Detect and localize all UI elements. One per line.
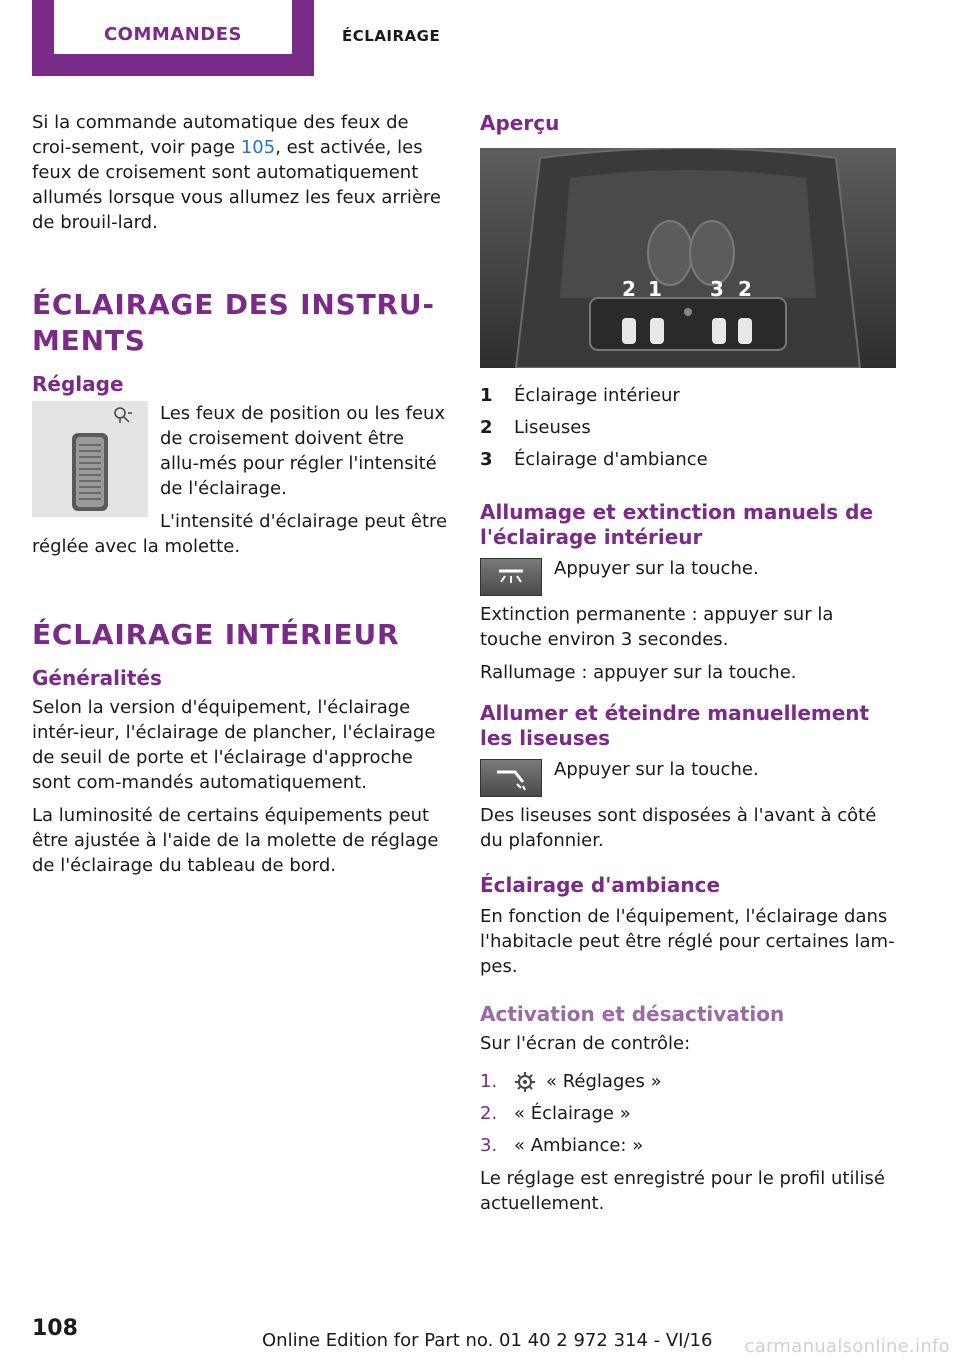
allumage-paragraph-3: Rallumage : appuyer sur la touche. [480, 662, 797, 683]
section-label: COMMANDES [103, 24, 243, 45]
step-number: 2. [480, 1103, 498, 1124]
reglage-paragraph-2: L'intensité d'éclairage peut être réglée avec la molette. [32, 511, 448, 557]
chapter-label: ÉCLAIRAGE [342, 27, 441, 45]
intro-paragraph [32, 110, 448, 235]
liseuses-paragraph-1: Appuyer sur la touche. [554, 759, 759, 780]
heading-activation: Activation et désactivation [480, 1002, 785, 1026]
heading-apercu: Aperçu [480, 111, 560, 135]
heading-interior-lighting: ÉCLAIRAGE INTÉRIEUR [32, 618, 400, 651]
intro-text-after: , est activée, les feux de croisement sont automatiquement allumés lorsque vous allumez les feux arrière de brouil-lard. [32, 137, 441, 233]
step-item [480, 1098, 896, 1130]
step-item [480, 1130, 896, 1162]
legend-item [480, 380, 896, 412]
heading-ambiance: Éclairage d'ambiance [480, 873, 721, 897]
step-text: « Éclairage » [514, 1103, 631, 1124]
step-item [480, 1066, 896, 1098]
page-link[interactable]: 105 [240, 137, 276, 158]
ambiance-paragraph-1: En fonction de l'équipement, l'éclairage dans l'habitacle peut être réglé pour certaines lam-pes. [480, 906, 895, 977]
legend-item [480, 412, 896, 444]
legend-number: 2 [480, 417, 493, 438]
activation-paragraph-1: Sur l'écran de contrôle: [480, 1033, 691, 1054]
final-paragraph: Le réglage est enregistré pour le profil utilisé actuellement. [480, 1168, 885, 1214]
step-number: 1. [480, 1071, 498, 1092]
photo-label-right-2: 2 [738, 277, 752, 301]
heading-allumage: Allumage et extinction manuels de l'éclairage intérieur [480, 500, 874, 549]
photo-label-left-2: 2 [622, 277, 636, 301]
section-tab-inner [54, 0, 292, 54]
steps-list [480, 1066, 896, 1162]
legend-text: Éclairage d'ambiance [514, 449, 708, 470]
photo-label-1: 1 [648, 277, 662, 301]
generalites-paragraph-2: La luminosité de certains équipements peut être ajustée à l'aide de la molette de réglage de l'éclairage du tableau de bord. [32, 805, 439, 876]
dimmer-image [32, 401, 148, 521]
heading-reglage: Réglage [32, 372, 124, 396]
legend-text: Liseuses [514, 417, 591, 438]
legend-text: Éclairage intérieur [514, 385, 680, 406]
intro-text-before: Si la commande automatique des feux de croi-sement, voir page [32, 112, 409, 158]
instrument-lighting-dimmer-icon [32, 401, 148, 517]
legend-number: 1 [480, 385, 493, 406]
legend-number: 3 [480, 449, 493, 470]
step-text: « Ambiance: » [514, 1135, 644, 1156]
allumage-paragraph-2: Extinction permanente : appuyer sur la touche environ 3 secondes. [480, 604, 834, 650]
overhead-console-photo [480, 148, 896, 372]
allumage-paragraph-1: Appuyer sur la touche. [554, 558, 759, 579]
legend-item [480, 444, 896, 476]
photo-label-3: 3 [710, 277, 724, 301]
legend-list [480, 380, 896, 476]
left-column [32, 110, 448, 886]
right-column [480, 110, 896, 1224]
step-number: 3. [480, 1135, 498, 1156]
watermark: carmanualsonline.info [744, 1336, 950, 1357]
section-tab [32, 0, 314, 76]
step-text: « Réglages » [546, 1071, 662, 1092]
heading-liseuses: Allumer et éteindre manuellement les liseuses [480, 701, 870, 750]
reading-light-button-icon [480, 759, 542, 797]
heading-generalites: Généralités [32, 666, 162, 690]
reglage-paragraph-1: Les feux de position ou les feux de croisement doivent être allu-més pour régler l'intensité de l'éclairage. [160, 403, 446, 499]
edition-line: Online Edition for Part no. 01 40 2 972 314 - VI/16 [262, 1330, 713, 1351]
liseuses-paragraph-2: Des liseuses sont disposées à l'avant à côté du plafonnier. [480, 805, 877, 851]
page-number: 108 [32, 1316, 78, 1341]
overhead-console-illustration [480, 148, 896, 368]
interior-light-button-icon [480, 558, 542, 596]
heading-instrument-lighting: ÉCLAIRAGE DES INSTRU-MENTS [32, 288, 435, 357]
gear-icon [514, 1071, 536, 1093]
generalites-paragraph-1: Selon la version d'équipement, l'éclairage intér-ieur, l'éclairage de plancher, l'éclairage de seuil de porte et l'éclairage d'approche sont com-mandés automatiquement. [32, 697, 436, 793]
